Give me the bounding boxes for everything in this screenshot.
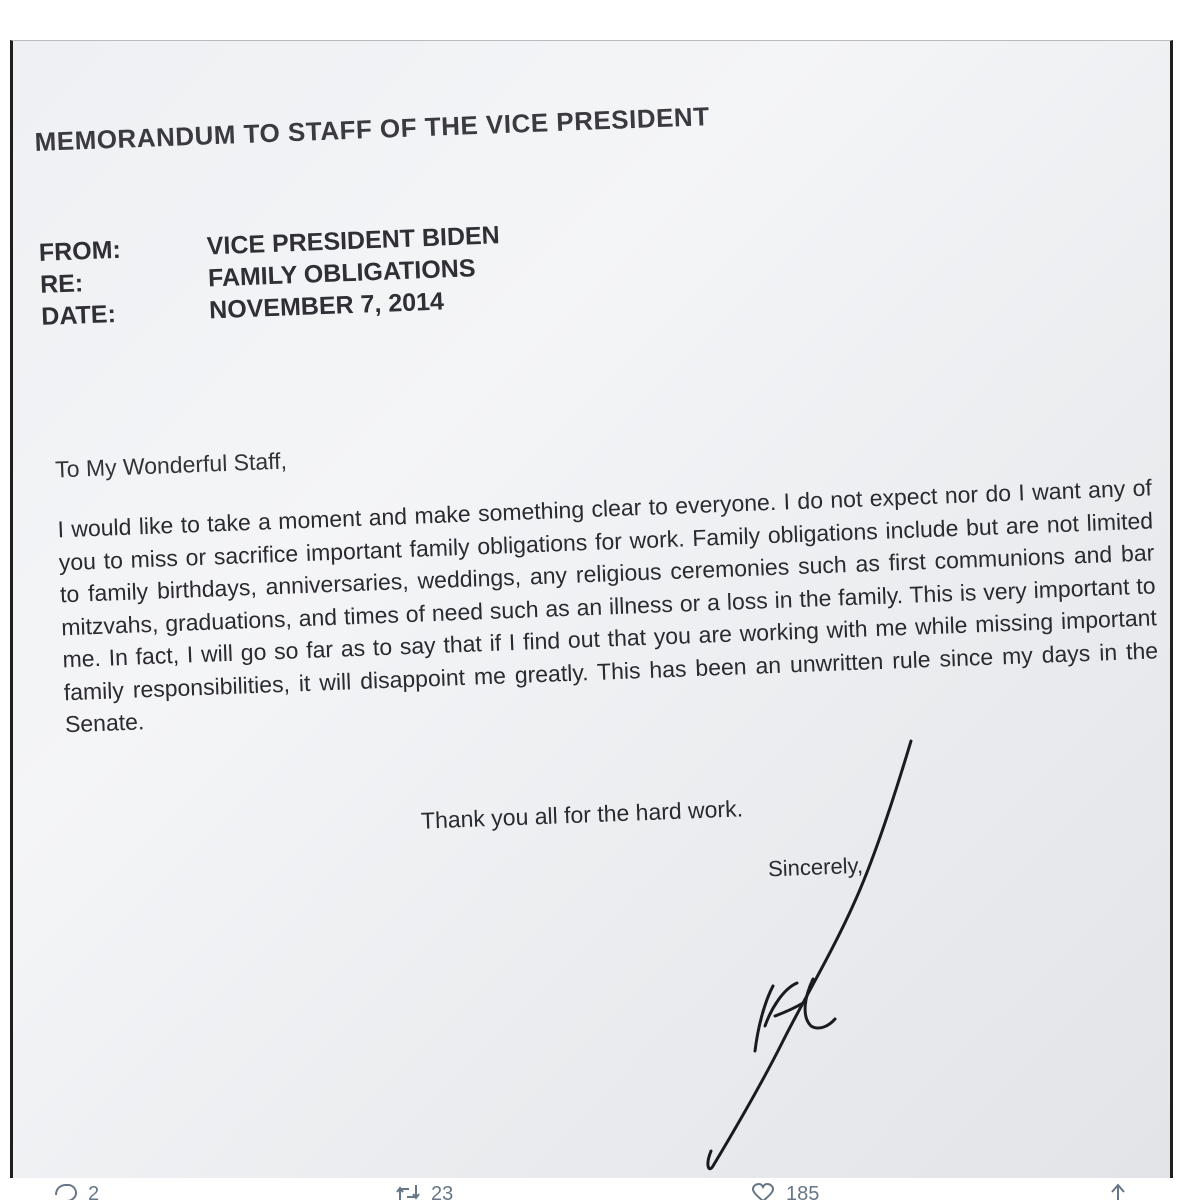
memo-header-block [38, 219, 502, 333]
like-button[interactable] [750, 1183, 819, 1200]
memo-photo[interactable] [10, 40, 1173, 1178]
retweet-count: 23 [431, 1183, 454, 1200]
memo-thanks: Thank you all for the hard work. [420, 795, 744, 834]
memo-closing: Sincerely, [767, 852, 864, 882]
memo-body: I would like to take a moment and make something clear to everyone. I do not expect nor do I want any of you to miss or sacrifice important family obligations for work. Family obligations include but are not limited to family birthdays, anniversaries, weddings, any religious ceremonies such as first communions and bar mitzvahs, graduations, and times of need such as an illness or a loss in the family. This is very important to me. In fact, I will go so far as to say that if I find out that you are working with me while missing important family responsibilities, it will disappoint me greatly. This has been an unwritten rule since my days in the Senate. [57, 474, 1159, 738]
share-button[interactable] [1105, 1183, 1141, 1200]
reply-button[interactable] [52, 1183, 99, 1200]
share-icon [1105, 1183, 1131, 1200]
memo-heading: MEMORANDUM TO STAFF OF THE VICE PRESIDENT [34, 101, 711, 158]
retweet-button[interactable] [395, 1183, 453, 1200]
memo-sheet [10, 40, 1173, 1178]
reply-icon [52, 1183, 78, 1200]
date-value: NOVEMBER 7, 2014 [208, 287, 445, 325]
retweet-icon [395, 1183, 421, 1200]
re-label: RE: [39, 269, 84, 299]
like-count: 185 [786, 1183, 820, 1200]
tweet-action-bar [0, 1180, 1185, 1200]
from-label: FROM: [38, 235, 122, 267]
reply-count: 2 [88, 1183, 100, 1200]
re-value: FAMILY OBLIGATIONS [207, 254, 476, 293]
memo-salutation: To My Wonderful Staff, [54, 447, 288, 483]
from-value: VICE PRESIDENT BIDEN [206, 221, 501, 261]
date-label: DATE: [40, 300, 117, 331]
like-icon [750, 1183, 776, 1200]
